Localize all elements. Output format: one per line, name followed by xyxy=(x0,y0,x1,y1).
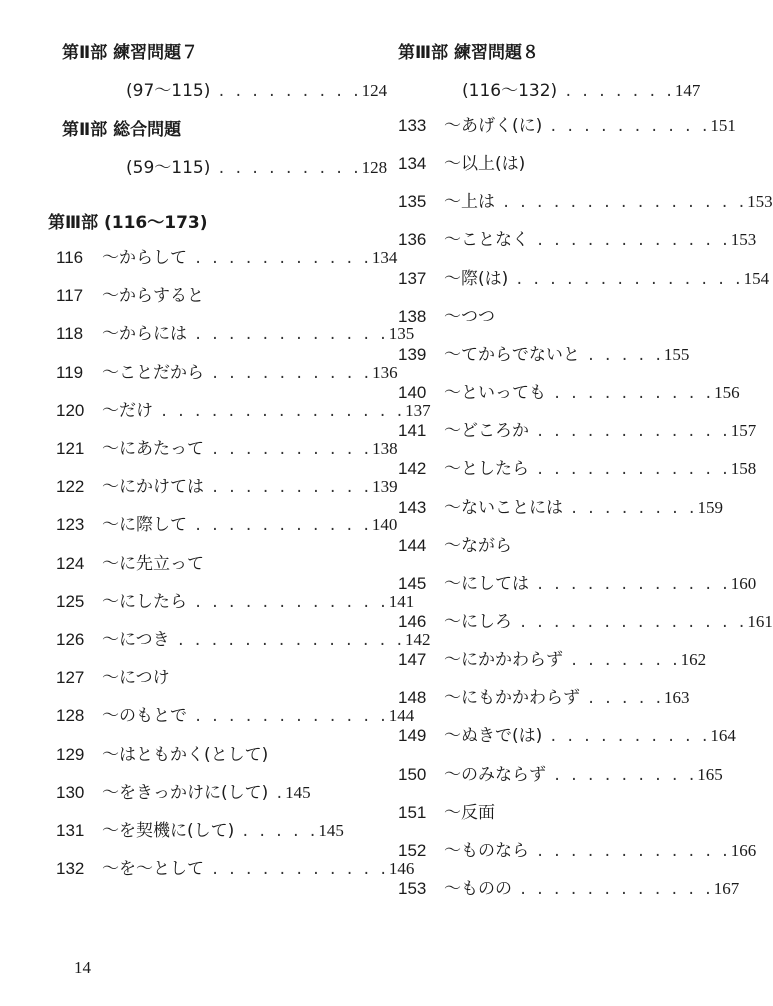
entry-page: 144 xyxy=(388,706,415,726)
entry-number: 121 xyxy=(56,439,85,458)
entry-number: 145 xyxy=(398,573,427,593)
entry-number: 153 xyxy=(398,879,427,898)
entry-number: 118 xyxy=(56,324,84,344)
entry-page: 140 xyxy=(371,515,398,535)
entry-number: 135 xyxy=(398,192,427,212)
entry-page: 156 xyxy=(714,383,740,403)
entry-title: 〜ことだから xyxy=(102,362,204,383)
leader-dots: . . . . . . . . . . xyxy=(542,726,711,747)
entry-title: 〜からして xyxy=(102,248,187,268)
entry-number: 143 xyxy=(398,497,427,517)
entry-number: 144 xyxy=(398,535,427,555)
entry-title: 〜ながら xyxy=(444,535,512,556)
entry-title-wrap xyxy=(102,859,414,879)
leader-dots: . . . . . xyxy=(580,688,665,709)
entry-number: 134 xyxy=(398,154,427,174)
part3-section-heading: 第Ⅲ部 (116〜173) xyxy=(48,213,208,233)
entry-page: 164 xyxy=(710,726,736,746)
entry-number: 150 xyxy=(398,764,427,784)
leader-dots: . . . . . . . . . . . xyxy=(187,248,372,268)
leader-dots: . . . . . . . . . . . xyxy=(204,859,389,880)
entry-page: 161 xyxy=(747,611,773,631)
entry-number: 146 xyxy=(398,611,427,631)
leader-dots: . . . . . . . . . . xyxy=(204,439,373,459)
entry-page: 163 xyxy=(664,688,690,708)
entry-title: 〜ことなく xyxy=(444,230,529,251)
entry-page: 145 xyxy=(285,782,311,802)
leader-dots: . . . . . . . . . xyxy=(210,158,362,178)
entry-title: 〜てからでないと xyxy=(444,344,580,365)
entry-title: 〜からすると xyxy=(102,286,204,307)
part2-comprehensive-heading: 第Ⅱ部 総合問題 xyxy=(62,120,182,140)
entry-page: 165 xyxy=(697,764,723,784)
leader-dots: . . . . . xyxy=(234,821,319,841)
entry-number: 132 xyxy=(56,859,85,879)
leader-dots: . . . . . . . . . . xyxy=(204,362,373,383)
leader-dots: . . . . . . . . . . . . xyxy=(512,879,714,899)
entry-title: 〜以上(は) xyxy=(444,154,526,175)
leader-dots: . . . . . . . . . . xyxy=(546,383,715,404)
entry-page: 145 xyxy=(318,821,344,840)
leader-dots: . . . . . . . . . xyxy=(546,764,698,785)
entry-title: 〜にかけては xyxy=(102,477,204,498)
entry-page: 137 xyxy=(405,400,431,420)
entry-page: 134 xyxy=(371,248,398,267)
leader-dots: . . . . . . . . . . . . xyxy=(187,324,389,345)
entry-page: 142 xyxy=(404,630,431,649)
entry-title: 〜につけ xyxy=(102,668,170,689)
range-label: (97〜115) xyxy=(126,81,211,101)
entry-page: 159 xyxy=(697,497,723,517)
leader-dots: . . . . . . . . . . xyxy=(542,116,711,136)
entry-title: 〜をきっかけに(して) xyxy=(102,782,269,803)
leader-dots: . . . . . . . xyxy=(563,650,681,671)
entry-title-wrap xyxy=(102,821,344,841)
entry-title-wrap xyxy=(444,383,740,403)
entry-title-wrap xyxy=(102,477,398,497)
leader-dots: . . . . . . . . . . . . xyxy=(529,230,731,251)
leader-dots: . . . . . . . . . . . . xyxy=(187,591,389,612)
entry-number: 117 xyxy=(56,286,84,306)
footer-page-number: 14 xyxy=(74,958,91,977)
entry-title: 〜にあたって xyxy=(102,439,204,459)
entry-title: 〜に際して xyxy=(102,515,187,536)
entry-number: 125 xyxy=(56,591,85,611)
entry-title: 〜際(は) xyxy=(444,268,509,289)
entry-page: 155 xyxy=(663,344,690,364)
part2-exercise7-heading: 第Ⅱ部 練習問題７ xyxy=(62,43,199,63)
entry-title-wrap xyxy=(102,439,398,459)
entry-title-wrap xyxy=(102,554,204,574)
entry-number: 140 xyxy=(398,383,427,403)
entry-page: 135 xyxy=(388,324,415,344)
entry-title-wrap xyxy=(102,592,414,612)
entry-title: 〜を〜として xyxy=(102,859,204,880)
leader-dots: . . . . . . . . . xyxy=(210,81,362,101)
entry-title: 〜のみならず xyxy=(444,764,546,785)
leader-dots: . . . . . . . xyxy=(557,81,675,101)
entry-number: 133 xyxy=(398,116,427,135)
leader-dots: . . . . . . . . . . . . . . . xyxy=(153,400,406,421)
entry-title: 〜ものなら xyxy=(444,840,529,861)
entry-number: 116 xyxy=(56,248,84,267)
entry-number: 124 xyxy=(56,553,85,573)
entry-title: 〜にかかわらず xyxy=(444,650,563,671)
entry-title-wrap xyxy=(102,515,397,535)
entry-title-wrap xyxy=(444,688,690,708)
leader-dots: . . . . . . . . xyxy=(563,497,698,518)
range-label: (59〜115) xyxy=(126,158,211,178)
entry-title-wrap xyxy=(444,307,495,327)
entry-title-wrap xyxy=(444,116,736,136)
entry-title: 〜を契機に(して) xyxy=(102,821,235,841)
entry-number: 122 xyxy=(56,477,85,497)
entry-number: 148 xyxy=(398,688,427,708)
entry-number: 119 xyxy=(56,362,84,382)
entry-title: 〜どころか xyxy=(444,421,529,442)
entry-number: 149 xyxy=(398,726,427,746)
entry-title-wrap xyxy=(444,154,525,174)
entry-page: 139 xyxy=(372,477,398,497)
entry-title-wrap xyxy=(102,706,414,726)
entry-number: 142 xyxy=(398,459,427,479)
entry-title: 〜つつ xyxy=(444,306,495,327)
page-number: 124 xyxy=(361,81,388,100)
entry-title: 〜のもとで xyxy=(102,706,187,727)
leader-dots: . . . . . . . . . . . . . . xyxy=(508,268,744,289)
entry-title-wrap xyxy=(444,650,706,670)
entry-title: 〜につき xyxy=(102,630,170,650)
entry-page: 141 xyxy=(388,591,415,611)
entry-number: 131 xyxy=(56,821,85,840)
entry-title-wrap xyxy=(444,459,756,479)
entry-title-wrap xyxy=(444,612,773,632)
entry-page: 153 xyxy=(747,192,773,212)
entry-number: 123 xyxy=(56,515,85,535)
entry-title: 〜はともかく(として) xyxy=(102,744,269,765)
leader-dots: . . . . . . . . . . . . . . . xyxy=(495,192,748,213)
entry-title-wrap xyxy=(102,745,268,765)
entry-title: 〜にしては xyxy=(444,573,529,594)
entry-page: 136 xyxy=(372,362,398,382)
entry-title: 〜あげく(に) xyxy=(444,116,543,136)
range-label: (116〜132) xyxy=(462,81,558,101)
leader-dots: . . . . . . . . . . xyxy=(204,477,373,498)
entry-page: 157 xyxy=(730,421,757,441)
entry-title: 〜ものの xyxy=(444,879,512,899)
page-number: 147 xyxy=(674,81,701,100)
entry-title: 〜ぬきで(は) xyxy=(444,726,543,747)
entry-title-wrap xyxy=(444,841,756,861)
entry-title-wrap xyxy=(444,269,769,289)
entry-title: 〜にしろ xyxy=(444,611,512,632)
leader-dots: . . . . . . . . . . . . . . xyxy=(512,611,748,632)
page-number: 128 xyxy=(361,158,388,177)
part2-exercise7-range xyxy=(126,76,387,101)
entry-title: 〜といっても xyxy=(444,383,546,404)
entry-title-wrap xyxy=(102,783,311,803)
entry-title-wrap xyxy=(102,630,430,650)
entry-page: 158 xyxy=(730,459,757,479)
entry-title-wrap xyxy=(102,401,431,421)
entry-page: 146 xyxy=(388,859,415,879)
entry-title: 〜に先立って xyxy=(102,553,204,574)
entry-title-wrap xyxy=(444,803,495,823)
part2-comprehensive-range xyxy=(126,153,387,178)
entry-number: 141 xyxy=(398,421,427,441)
leader-dots: . . . . . . . . . . . . xyxy=(529,421,731,442)
entry-title-wrap xyxy=(444,879,739,899)
part3-exercise8-range xyxy=(462,76,700,101)
entry-page: 138 xyxy=(372,439,398,458)
entry-number: 151 xyxy=(398,802,427,822)
leader-dots: . xyxy=(268,782,286,803)
leader-dots: . . . . . . . . . . . . xyxy=(187,706,389,727)
entry-number: 120 xyxy=(56,400,85,420)
entry-page: 160 xyxy=(730,573,757,593)
entry-number: 139 xyxy=(398,344,427,364)
entry-title: 〜にしたら xyxy=(102,591,187,612)
entry-title-wrap xyxy=(102,363,398,383)
entry-title: 〜上は xyxy=(444,192,495,213)
entry-title: 〜としたら xyxy=(444,459,529,480)
entry-title-wrap xyxy=(444,726,736,746)
entry-number: 126 xyxy=(56,630,85,649)
entry-title-wrap xyxy=(444,536,512,556)
entry-title-wrap xyxy=(444,345,689,365)
entry-title-wrap xyxy=(444,498,723,518)
entry-title-wrap xyxy=(102,286,204,306)
entry-title-wrap xyxy=(444,230,756,250)
entry-page: 151 xyxy=(710,116,736,135)
entry-page: 166 xyxy=(730,840,757,860)
entry-title: 〜だけ xyxy=(102,400,153,421)
entry-title: 〜にもかかわらず xyxy=(444,688,580,709)
entry-number: 138 xyxy=(398,306,427,326)
part3-exercise8-heading: 第Ⅲ部 練習問題８ xyxy=(398,43,539,63)
entry-title-wrap xyxy=(444,421,756,441)
leader-dots: . . . . . . . . . . . . xyxy=(529,459,731,480)
leader-dots: . . . . . . . . . . . . xyxy=(529,573,731,594)
entry-number: 137 xyxy=(398,268,427,288)
entry-page: 153 xyxy=(730,230,757,250)
leader-dots: . . . . . . . . . . . xyxy=(187,515,372,536)
entry-number: 152 xyxy=(398,840,427,860)
entry-title: 〜ないことには xyxy=(444,497,563,518)
entry-number: 129 xyxy=(56,744,85,764)
entry-page: 167 xyxy=(713,879,740,898)
entry-title: 〜反面 xyxy=(444,802,495,823)
entry-number: 130 xyxy=(56,782,85,802)
entry-number: 136 xyxy=(398,230,427,250)
entry-title-wrap xyxy=(444,192,773,212)
entry-title-wrap xyxy=(444,574,756,594)
entry-page: 162 xyxy=(680,650,707,670)
leader-dots: . . . . . xyxy=(579,344,664,365)
entry-number: 128 xyxy=(56,706,85,726)
entry-number: 127 xyxy=(56,668,85,688)
entry-number: 147 xyxy=(398,650,427,670)
leader-dots: . . . . . . . . . . . . . . xyxy=(169,630,405,650)
entry-title-wrap xyxy=(102,668,170,688)
entry-page: 154 xyxy=(743,268,770,288)
leader-dots: . . . . . . . . . . . . xyxy=(529,840,731,861)
entry-title-wrap xyxy=(444,765,723,785)
entry-title: 〜からには xyxy=(102,324,187,345)
entry-title-wrap xyxy=(102,248,397,268)
entry-title-wrap xyxy=(102,324,414,344)
